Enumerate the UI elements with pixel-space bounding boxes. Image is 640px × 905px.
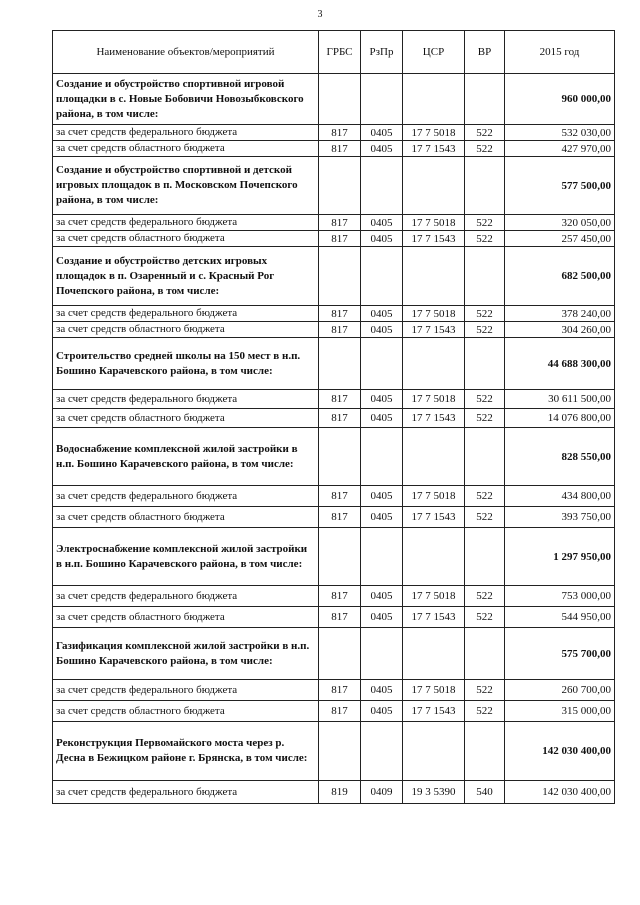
empty-cell — [403, 722, 465, 781]
funding-source: за счет средств федерального бюджета — [53, 781, 319, 804]
funding-source: за счет средств областного бюджета — [53, 701, 319, 722]
amount-cell: 393 750,00 — [505, 507, 615, 528]
section-total: 575 700,00 — [505, 628, 615, 680]
csr-cell: 17 7 1543 — [403, 322, 465, 338]
amount-cell: 378 240,00 — [505, 306, 615, 322]
section-header-row — [53, 74, 615, 125]
amount-cell: 427 970,00 — [505, 141, 615, 157]
csr-cell: 17 7 5018 — [403, 215, 465, 231]
empty-cell — [465, 338, 505, 390]
funding-source: за счет средств областного бюджета — [53, 409, 319, 428]
amount-cell: 544 950,00 — [505, 607, 615, 628]
section-header-row — [53, 338, 615, 390]
funding-source: за счет средств федерального бюджета — [53, 306, 319, 322]
rzpr-cell: 0405 — [361, 306, 403, 322]
csr-cell: 17 7 1543 — [403, 409, 465, 428]
rzpr-cell: 0409 — [361, 781, 403, 804]
empty-cell — [319, 722, 361, 781]
section-title: Реконструкция Первомайского моста через р. Десна в Бежицком районе г. Брянска, в том числе: — [53, 722, 319, 781]
grbs-cell: 817 — [319, 409, 361, 428]
table-row — [53, 322, 615, 338]
empty-cell — [465, 74, 505, 125]
csr-cell: 17 7 1543 — [403, 141, 465, 157]
section-title: Создание и обустройство спортивной игровой площадки в с. Новые Бобовичи Новозыбковского района, в том числе: — [53, 74, 319, 125]
table-row — [53, 701, 615, 722]
csr-cell: 17 7 5018 — [403, 306, 465, 322]
section-title: Водоснабжение комплексной жилой застройки в н.п. Бошино Карачевского района, в том числе: — [53, 428, 319, 486]
section-header-row — [53, 528, 615, 586]
table-row — [53, 215, 615, 231]
grbs-cell: 817 — [319, 215, 361, 231]
empty-cell — [465, 428, 505, 486]
section-total: 142 030 400,00 — [505, 722, 615, 781]
col-header-vr: ВР — [465, 31, 505, 74]
col-header-name: Наименование объектов/мероприятий — [53, 31, 319, 74]
table-row — [53, 680, 615, 701]
vr-cell: 522 — [465, 215, 505, 231]
rzpr-cell: 0405 — [361, 231, 403, 247]
amount-cell: 30 611 500,00 — [505, 390, 615, 409]
section-header-row — [53, 428, 615, 486]
empty-cell — [319, 428, 361, 486]
section-title: Газификация комплексной жилой застройки в н.п. Бошино Карачевского района, в том числе: — [53, 628, 319, 680]
empty-cell — [319, 628, 361, 680]
vr-cell: 522 — [465, 322, 505, 338]
empty-cell — [403, 428, 465, 486]
vr-cell: 522 — [465, 680, 505, 701]
empty-cell — [465, 528, 505, 586]
section-total: 577 500,00 — [505, 157, 615, 215]
grbs-cell: 817 — [319, 607, 361, 628]
amount-cell: 304 260,00 — [505, 322, 615, 338]
col-header-grbs: ГРБС — [319, 31, 361, 74]
table-row — [53, 586, 615, 607]
amount-cell: 14 076 800,00 — [505, 409, 615, 428]
amount-cell: 320 050,00 — [505, 215, 615, 231]
vr-cell: 522 — [465, 125, 505, 141]
funding-source: за счет средств областного бюджета — [53, 141, 319, 157]
amount-cell: 532 030,00 — [505, 125, 615, 141]
empty-cell — [361, 428, 403, 486]
grbs-cell: 817 — [319, 125, 361, 141]
empty-cell — [361, 722, 403, 781]
funding-source: за счет средств федерального бюджета — [53, 586, 319, 607]
rzpr-cell: 0405 — [361, 680, 403, 701]
empty-cell — [465, 722, 505, 781]
grbs-cell: 817 — [319, 306, 361, 322]
section-header-row — [53, 157, 615, 215]
empty-cell — [319, 157, 361, 215]
funding-source: за счет средств федерального бюджета — [53, 390, 319, 409]
section-title: Электроснабжение комплексной жилой застройки в н.п. Бошино Карачевского района, в том числе: — [53, 528, 319, 586]
rzpr-cell: 0405 — [361, 507, 403, 528]
empty-cell — [361, 247, 403, 306]
grbs-cell: 817 — [319, 141, 361, 157]
csr-cell: 17 7 5018 — [403, 390, 465, 409]
table-row — [53, 390, 615, 409]
amount-cell: 260 700,00 — [505, 680, 615, 701]
rzpr-cell: 0405 — [361, 586, 403, 607]
amount-cell: 434 800,00 — [505, 486, 615, 507]
funding-source: за счет средств областного бюджета — [53, 322, 319, 338]
table-header-row — [53, 31, 615, 74]
grbs-cell: 817 — [319, 322, 361, 338]
vr-cell: 522 — [465, 607, 505, 628]
table-row — [53, 231, 615, 247]
csr-cell: 17 7 5018 — [403, 125, 465, 141]
csr-cell: 19 3 5390 — [403, 781, 465, 804]
empty-cell — [361, 74, 403, 125]
table-row — [53, 306, 615, 322]
vr-cell: 522 — [465, 306, 505, 322]
empty-cell — [319, 74, 361, 125]
empty-cell — [403, 247, 465, 306]
empty-cell — [465, 157, 505, 215]
rzpr-cell: 0405 — [361, 409, 403, 428]
vr-cell: 522 — [465, 701, 505, 722]
vr-cell: 522 — [465, 231, 505, 247]
vr-cell: 522 — [465, 486, 505, 507]
vr-cell: 522 — [465, 141, 505, 157]
col-header-csr: ЦСР — [403, 31, 465, 74]
col-header-rzpr: РзПр — [361, 31, 403, 74]
vr-cell: 522 — [465, 586, 505, 607]
empty-cell — [403, 157, 465, 215]
section-total: 960 000,00 — [505, 74, 615, 125]
rzpr-cell: 0405 — [361, 701, 403, 722]
empty-cell — [403, 628, 465, 680]
csr-cell: 17 7 5018 — [403, 586, 465, 607]
grbs-cell: 819 — [319, 781, 361, 804]
csr-cell: 17 7 5018 — [403, 680, 465, 701]
grbs-cell: 817 — [319, 680, 361, 701]
empty-cell — [319, 528, 361, 586]
rzpr-cell: 0405 — [361, 390, 403, 409]
vr-cell: 522 — [465, 390, 505, 409]
rzpr-cell: 0405 — [361, 486, 403, 507]
empty-cell — [319, 338, 361, 390]
table-row — [53, 409, 615, 428]
vr-cell: 522 — [465, 507, 505, 528]
csr-cell: 17 7 1543 — [403, 231, 465, 247]
csr-cell: 17 7 1543 — [403, 607, 465, 628]
rzpr-cell: 0405 — [361, 141, 403, 157]
csr-cell: 17 7 5018 — [403, 486, 465, 507]
rzpr-cell: 0405 — [361, 125, 403, 141]
grbs-cell: 817 — [319, 231, 361, 247]
section-title: Создание и обустройство спортивной и детской игровых площадок в п. Московском Почепского района, в том числе: — [53, 157, 319, 215]
csr-cell: 17 7 1543 — [403, 507, 465, 528]
empty-cell — [403, 528, 465, 586]
rzpr-cell: 0405 — [361, 322, 403, 338]
amount-cell: 315 000,00 — [505, 701, 615, 722]
csr-cell: 17 7 1543 — [403, 701, 465, 722]
grbs-cell: 817 — [319, 586, 361, 607]
grbs-cell: 817 — [319, 486, 361, 507]
funding-source: за счет средств областного бюджета — [53, 231, 319, 247]
vr-cell: 522 — [465, 409, 505, 428]
table-row — [53, 125, 615, 141]
section-total: 828 550,00 — [505, 428, 615, 486]
funding-source: за счет средств федерального бюджета — [53, 215, 319, 231]
empty-cell — [465, 628, 505, 680]
rzpr-cell: 0405 — [361, 607, 403, 628]
section-total: 44 688 300,00 — [505, 338, 615, 390]
section-total: 682 500,00 — [505, 247, 615, 306]
table-row — [53, 507, 615, 528]
grbs-cell: 817 — [319, 507, 361, 528]
funding-source: за счет средств областного бюджета — [53, 607, 319, 628]
table-row — [53, 486, 615, 507]
rzpr-cell: 0405 — [361, 215, 403, 231]
empty-cell — [403, 74, 465, 125]
table-row — [53, 781, 615, 804]
vr-cell: 540 — [465, 781, 505, 804]
grbs-cell: 817 — [319, 390, 361, 409]
amount-cell: 753 000,00 — [505, 586, 615, 607]
amount-cell: 142 030 400,00 — [505, 781, 615, 804]
col-header-year: 2015 год — [505, 31, 615, 74]
table-row — [53, 607, 615, 628]
table-body — [53, 74, 615, 804]
section-title: Строительство средней школы на 150 мест в н.п. Бошино Карачевского района, в том числе: — [53, 338, 319, 390]
section-total: 1 297 950,00 — [505, 528, 615, 586]
funding-source: за счет средств федерального бюджета — [53, 486, 319, 507]
grbs-cell: 817 — [319, 701, 361, 722]
empty-cell — [465, 247, 505, 306]
budget-table — [52, 30, 615, 804]
empty-cell — [319, 247, 361, 306]
section-header-row — [53, 722, 615, 781]
empty-cell — [361, 338, 403, 390]
section-header-row — [53, 628, 615, 680]
section-header-row — [53, 247, 615, 306]
table-row — [53, 141, 615, 157]
empty-cell — [361, 628, 403, 680]
funding-source: за счет средств областного бюджета — [53, 507, 319, 528]
amount-cell: 257 450,00 — [505, 231, 615, 247]
empty-cell — [361, 157, 403, 215]
page-number: 3 — [317, 9, 323, 20]
funding-source: за счет средств федерального бюджета — [53, 680, 319, 701]
section-title: Создание и обустройство детских игровых площадок в п. Озаренный и с. Красный Рог Почепского района, в том числе: — [53, 247, 319, 306]
empty-cell — [361, 528, 403, 586]
funding-source: за счет средств федерального бюджета — [53, 125, 319, 141]
empty-cell — [403, 338, 465, 390]
